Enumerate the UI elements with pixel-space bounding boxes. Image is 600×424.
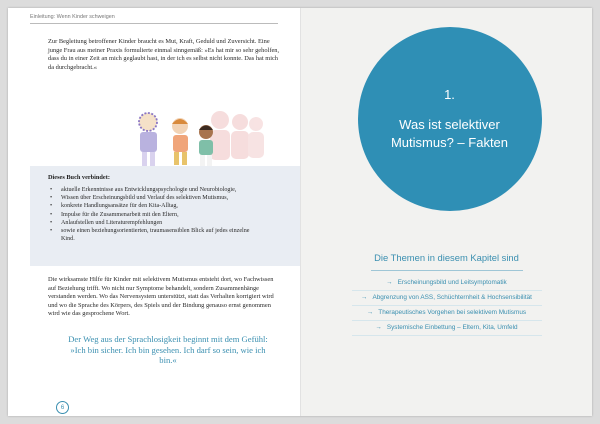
chapter-circle (358, 27, 542, 211)
topic-item (352, 321, 542, 336)
topic-label: Therapeutisches Vorgehen bei selektivem Mutismus (378, 309, 527, 316)
topic-label: Systemische Einbettung – Eltern, Kita, Umfeld (386, 324, 518, 331)
outro-paragraph: Die wirksamste Hilfe für Kinder mit selektivem Mutismus entsteht dort, wo Fachwissen auf Beziehung trifft. Wo nicht nur Symptome behandelt, sondern Zusammenhänge verstanden werden. Wo das Nervensystem unterstützt, statt das Verhalten korrigiert wird und wo die Sprache des Körpers, des Spiels und der Bindung genauso ernst genommen wird wie das gesprochene Wort. (48, 276, 274, 318)
intro-paragraph: Zur Begleitung betroffener Kinder braucht es Mut, Kraft, Geduld und Zuversicht. Eine junge Frau aus meiner Praxis formulierte einmal sinngemäß: »Es hat mir so sehr geholfen, dass du in einer Zeit an mich geglaubt hast, in der ich es selbst nicht konnte. Das hat mich da durchgebracht.« (48, 38, 280, 71)
list-item: • aktuelle Erkenntnisse aus Entwicklungspsychologie und Neurobiologie, (46, 186, 261, 194)
right-page (301, 8, 593, 416)
running-head: Einleitung: Wenn Kinder schweigen (30, 14, 278, 24)
topic-label: Erscheinungsbild und Leitsymptomatik (397, 279, 507, 286)
pull-quote: Der Weg aus der Sprachlosigkeit beginnt mit dem Gefühl: »Ich bin sicher. Ich bin gesehen. Ich darf so sein, wie ich bin.« (68, 334, 268, 366)
arrow-right-icon: → (366, 309, 374, 316)
topic-item (352, 276, 542, 291)
box-list (46, 186, 261, 243)
book-spread (8, 8, 592, 416)
topics-heading: Die Themen in diesem Kapitel sind (374, 252, 519, 263)
topic-label: Abgrenzung von ASS, Schüchternheit & Hochsensibilität (372, 294, 532, 301)
chapter-title: Was ist selektiver Mutismus? – Fakten (390, 116, 509, 150)
list-item: • konkrete Handlungsansätze für den Kita-Alltag, (46, 202, 261, 210)
list-item: • Anlaufstellen und Literaturempfehlungen (46, 219, 261, 227)
arrow-right-icon: → (375, 324, 382, 331)
list-item: • sowie einen beziehungsorientierten, traumasensiblen Blick auf jedes einzelne Kind. (46, 227, 261, 243)
chapter-number: 1. (444, 86, 455, 102)
topic-item (352, 291, 542, 306)
arrow-right-icon: → (386, 279, 393, 286)
page-number: 6 (56, 401, 69, 414)
book-combines-box (30, 166, 300, 266)
left-page (8, 8, 301, 416)
topic-item (352, 306, 542, 321)
list-item: • Impulse für die Zusammenarbeit mit den Eltern, (46, 211, 261, 219)
arrow-right-icon: → (361, 294, 368, 301)
topics-divider (371, 270, 523, 271)
list-item: • Wissen über Erscheinungsbild und Verlauf des selektiven Mutismus, (46, 194, 261, 202)
topics-list (301, 276, 593, 336)
box-title: Dieses Buch verbindet: (48, 174, 110, 181)
